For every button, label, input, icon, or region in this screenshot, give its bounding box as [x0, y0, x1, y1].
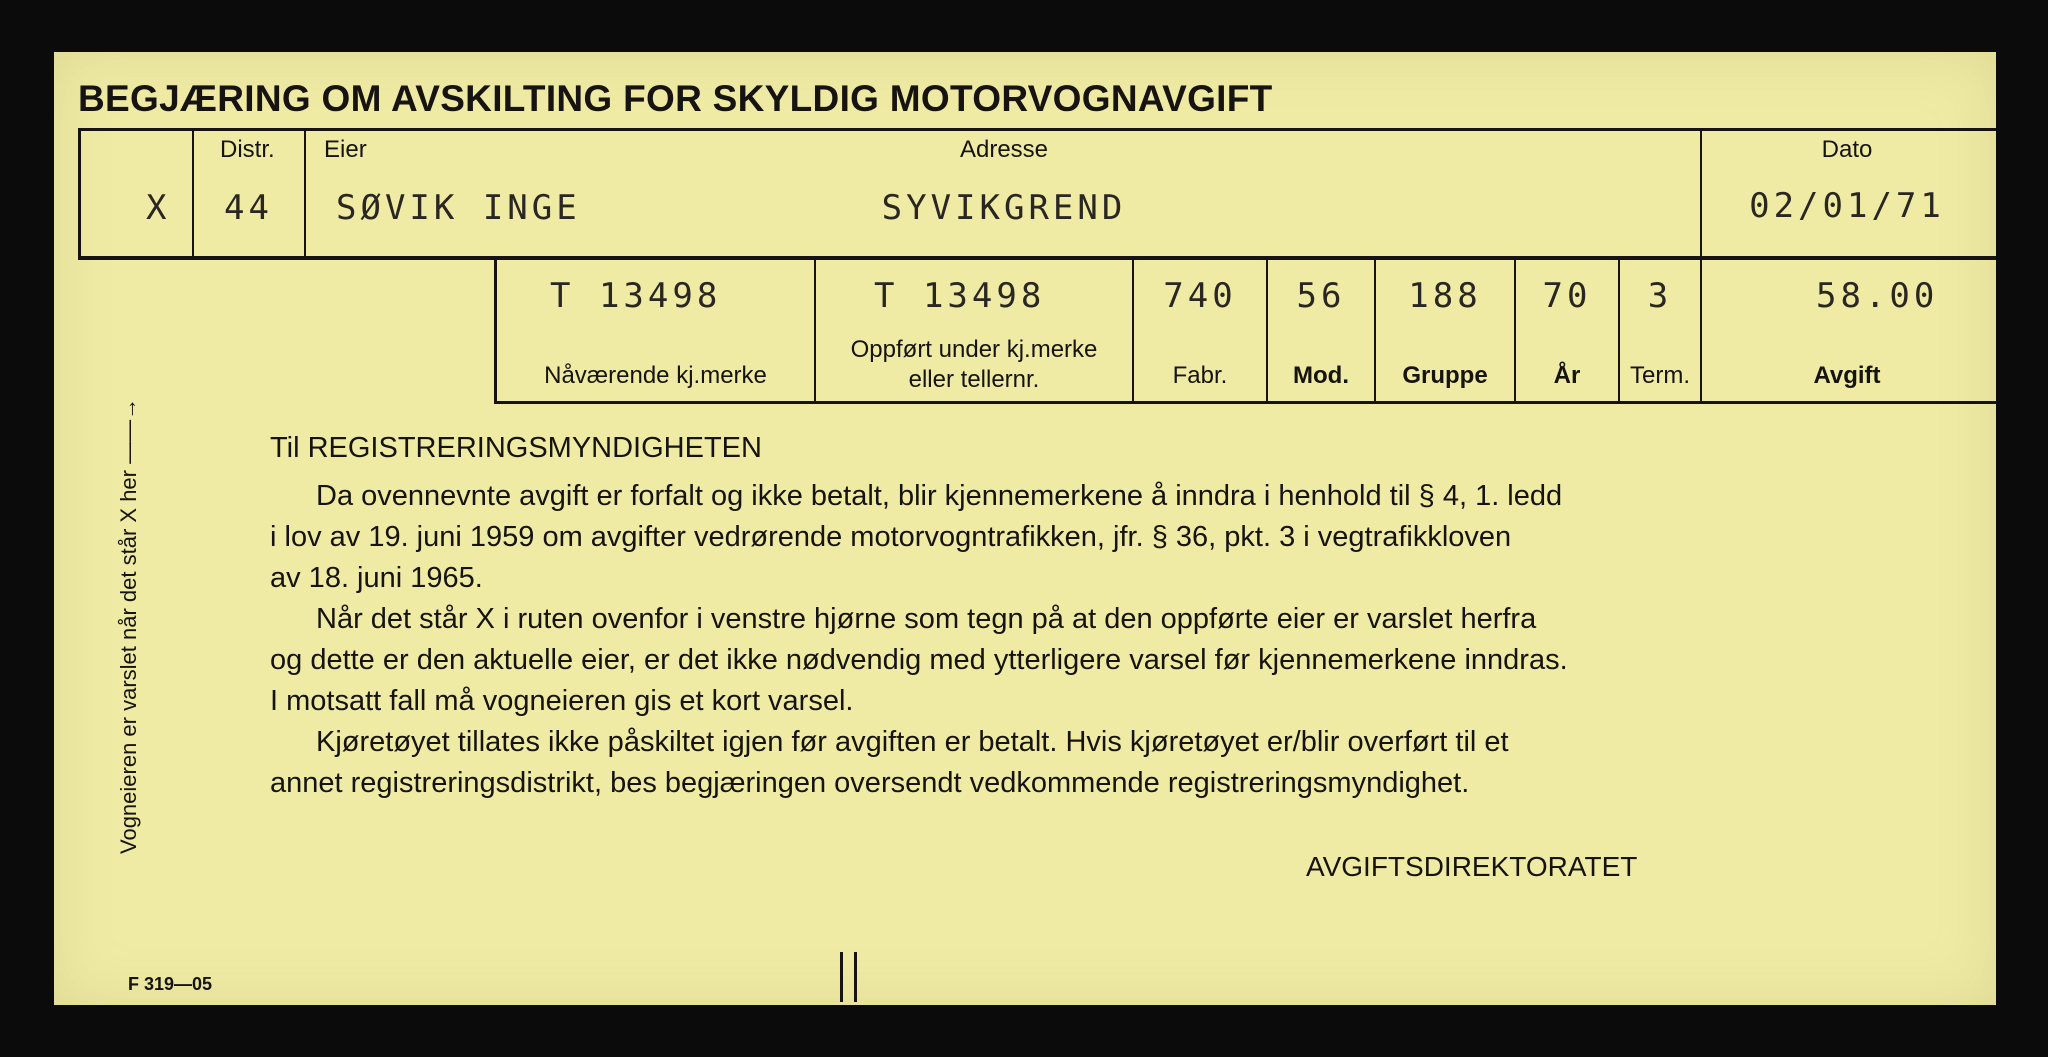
term-value: 3 — [1647, 276, 1673, 316]
divider-distr-owner — [304, 128, 306, 258]
owner-label: Eier — [324, 136, 367, 163]
letter-line-8: annet registreringsdistrikt, bes begjæringen oversendt vedkommende registreringsmyndighet. — [270, 767, 1470, 799]
form-title: BEGJÆRING OM AVSKILTING FOR SKYLDIG MOTORVOGNAVGIFT — [78, 78, 1273, 119]
letter-line-6: I motsatt fall må vogneieren gis et kort varsel. — [270, 685, 854, 717]
term-label: Term. — [1630, 362, 1690, 389]
letter-line-2: i lov av 19. juni 1959 om avgifter vedrørende motorvogntrafikken, jfr. § 36, pkt. 3 i vegtrafikkloven — [270, 521, 1512, 553]
mod-value: 56 — [1296, 276, 1346, 316]
current-plate-value: T 13498 — [550, 276, 722, 316]
distr-label: Distr. — [220, 136, 275, 163]
form-code: F 319—05 — [128, 974, 213, 994]
registered-plate-label-2: eller tellernr. — [908, 366, 1040, 393]
owner-value: SØVIK INGE — [336, 188, 581, 228]
letter-line-4: Når det står X i ruten ovenfor i venstre hjørne som tegn på at den oppførte eier er varslet herfra — [316, 603, 1537, 635]
date-value: 02/01/71 — [1749, 186, 1945, 226]
header-bottom-rule — [78, 256, 1996, 260]
vehicle-bottom-rule — [494, 401, 1996, 404]
registered-plate-value: T 13498 — [874, 276, 1046, 316]
ar-label: År — [1553, 362, 1581, 389]
letter-line-3: av 18. juni 1965. — [270, 562, 483, 594]
fold-mark-right — [854, 952, 857, 1002]
avgift-label: Avgift — [1813, 362, 1881, 389]
letter-line-7: Kjøretøyet tillates ikke påskiltet igjen før avgiften er betalt. Hvis kjøretøyet er/blir overført til et — [316, 726, 1509, 758]
fold-mark-left — [840, 952, 843, 1002]
letter-line-5: og dette er den aktuelle eier, er det ikke nødvendig med ytterligere varsel før kjennemerkene inndras. — [270, 644, 1568, 676]
form-card — [54, 52, 1996, 1005]
avgift-value: 58.00 — [1816, 276, 1939, 316]
address-value: SYVIKGREND — [881, 188, 1127, 228]
ar-value: 70 — [1542, 276, 1592, 316]
gruppe-label: Gruppe — [1402, 362, 1488, 389]
address-label: Adresse — [959, 136, 1049, 163]
letter-heading: Til REGISTRERINGSMYNDIGHETEN — [270, 432, 762, 464]
fabr-value: 740 — [1163, 276, 1237, 316]
letter-line-1: Da ovennevnte avgift er forfalt og ikke betalt, blir kjennemerkene å inndra i henhold til § 4, 1. ledd — [316, 480, 1563, 512]
date-label: Dato — [1821, 136, 1873, 163]
current-plate-label: Nåværende kj.merke — [544, 362, 767, 389]
gruppe-value: 188 — [1408, 276, 1482, 316]
mod-label: Mod. — [1293, 362, 1349, 389]
notice-mark: X — [146, 188, 171, 228]
divider-mark-distr — [192, 128, 194, 258]
distr-value: 44 — [224, 188, 273, 228]
fabr-label: Fabr. — [1172, 362, 1228, 389]
header-left-border — [78, 128, 81, 260]
header-top-rule — [78, 128, 1996, 131]
signature: AVGIFTSDIREKTORATET — [1306, 851, 1638, 882]
side-note: Vogneieren er varslet når det står X her ——→ — [116, 397, 141, 854]
registered-plate-label-1: Oppført under kj.merke — [850, 336, 1098, 363]
